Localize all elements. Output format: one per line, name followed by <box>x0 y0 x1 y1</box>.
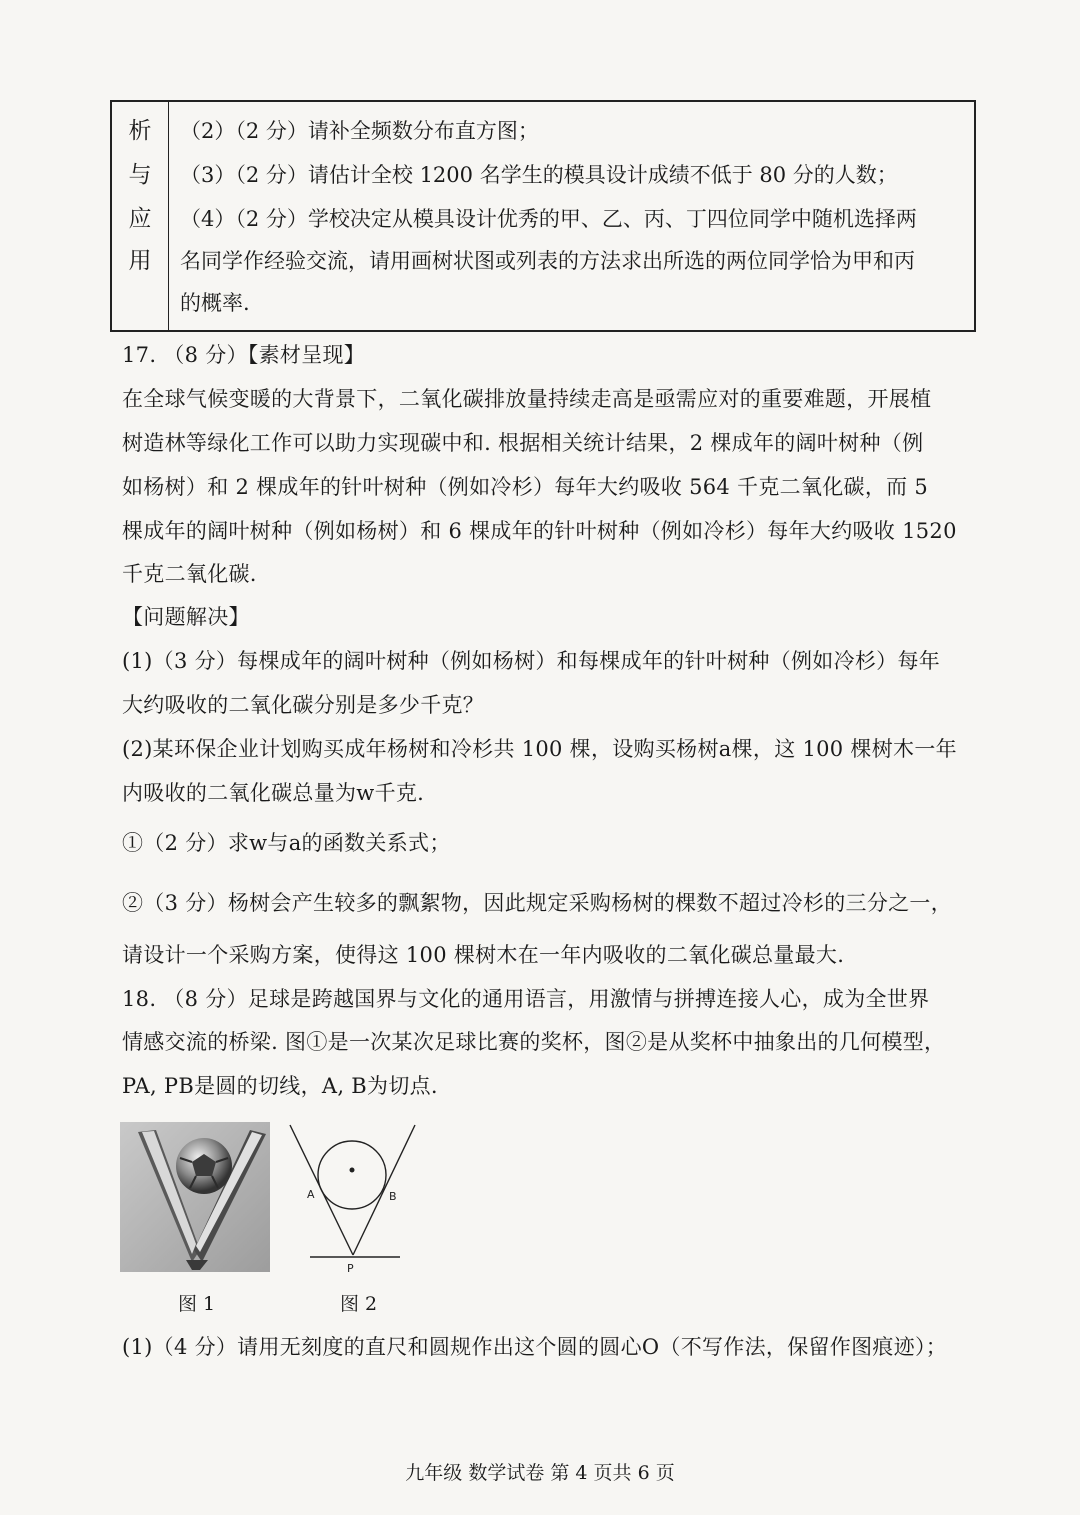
q17-part-line: ①（2 分）求w与a的函数关系式； <box>122 831 451 855</box>
q17-heading: 17. （8 分）【素材呈现】 <box>122 343 366 367</box>
q17-part-line: 内吸收的二氧化碳总量为w千克. <box>122 781 425 805</box>
side-label-char: 与 <box>128 162 152 188</box>
side-label-char: 析 <box>128 118 152 144</box>
box-divider <box>168 102 169 330</box>
box-question-line: （2）（2 分）请补全频数分布直方图； <box>180 119 539 143</box>
side-label-char: 应 <box>128 206 152 232</box>
q18-line: PA, PB是圆的切线，A, B为切点. <box>122 1074 438 1098</box>
q17-part-line: 大约吸收的二氧化碳分别是多少千克？ <box>122 693 485 717</box>
q17-material-line: 棵成年的阔叶树种（例如杨树）和 6 棵成年的针叶树种（例如冷杉）每年大约吸收 1520 <box>122 519 957 543</box>
q17-part-line: 请设计一个采购方案，使得这 100 棵树木在一年内吸收的二氧化碳总量最大. <box>122 943 845 967</box>
tangent-circle <box>318 1141 386 1209</box>
q17-part-line: (1)（3 分）每棵成年的阔叶树种（例如杨树）和每棵成年的针叶树种（例如冷杉）每年 <box>122 649 941 673</box>
tangent-line-pb <box>353 1125 415 1255</box>
q17-material-line: 千克二氧化碳. <box>122 562 257 586</box>
q18-line: 18. （8 分）足球是跨越国界与文化的通用语言，用激情与拼搏连接人心，成为全世界 <box>122 987 930 1011</box>
analysis-application-box <box>110 100 976 332</box>
figure2-caption: 图 2 <box>340 1293 378 1315</box>
box-question-line: 名同学作经验交流，请用画树状图或列表的方法求出所选的两位同学恰为甲和丙 <box>180 249 915 273</box>
q17-material-line: 如杨树）和 2 棵成年的针叶树种（例如冷杉）每年大约吸收 564 千克二氧化碳，而 5 <box>122 475 929 499</box>
box-question-line: 的概率. <box>180 291 250 315</box>
circle-center-dot <box>350 1168 355 1173</box>
q17-problem-heading: 【问题解决】 <box>122 605 250 629</box>
q17-part-line: ②（3 分）杨树会产生较多的飘絮物，因此规定采购杨树的棵数不超过冷杉的三分之一， <box>122 891 953 915</box>
point-label-p: P <box>347 1262 354 1275</box>
q18-part1: (1)（4 分）请用无刻度的直尺和圆规作出这个圆的圆心O（不写作法，保留作图痕迹）； <box>122 1335 948 1359</box>
point-label-b: B <box>389 1190 397 1203</box>
q17-material-line: 在全球气候变暖的大背景下，二氧化碳排放量持续走高是亟需应对的重要难题，开展植 <box>122 387 932 411</box>
box-question-line: （4）（2 分）学校决定从模具设计优秀的甲、乙、丙、丁四位同学中随机选择两 <box>180 207 917 231</box>
figure1-caption: 图 1 <box>178 1293 216 1315</box>
side-label-char: 用 <box>128 248 152 274</box>
q17-material-line: 树造林等绿化工作可以助力实现碳中和. 根据相关统计结果，2 棵成年的阔叶树种（例 <box>122 431 924 455</box>
geometry-model-diagram <box>285 1120 420 1275</box>
q17-part-line: (2)某环保企业计划购买成年杨树和冷杉共 100 棵，设购买杨树a棵，这 100 棵树木一年 <box>122 737 957 761</box>
trophy-photo <box>120 1122 270 1272</box>
box-question-line: （3）（2 分）请估计全校 1200 名学生的模具设计成绩不低于 80 分的人数； <box>180 163 898 187</box>
q18-line: 情感交流的桥梁. 图①是一次某次足球比赛的奖杯，图②是从奖杯中抽象出的几何模型， <box>122 1030 946 1054</box>
point-label-a: A <box>307 1188 315 1201</box>
page-footer: 九年级 数学试卷 第 4 页共 6 页 <box>405 1462 675 1484</box>
